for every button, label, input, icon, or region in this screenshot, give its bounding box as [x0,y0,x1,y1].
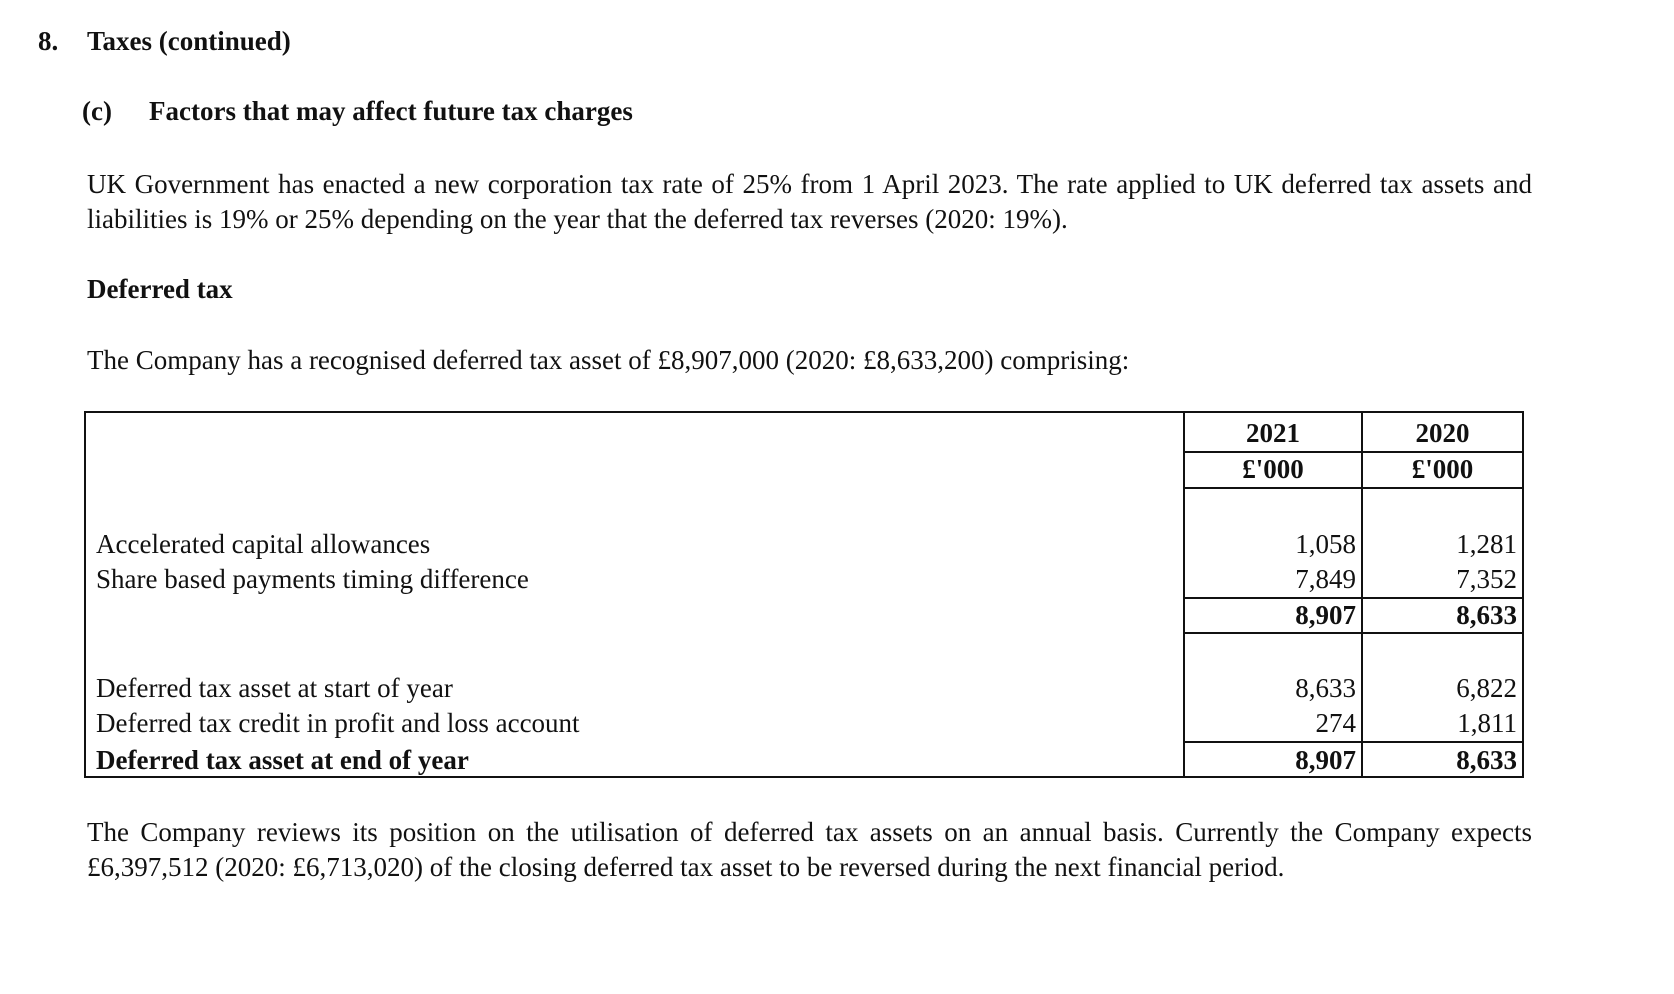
value-2021: 8,633 [1295,673,1356,703]
row-label: Deferred tax credit in profit and loss account [96,708,580,738]
row-label: Deferred tax asset at start of year [96,673,453,703]
section-title: Taxes (continued) [87,26,291,56]
value-2020: 1,281 [1456,529,1517,559]
subtotal-2020: 8,633 [1456,600,1517,630]
deferred-tax-table [84,411,1524,778]
total-2021: 8,907 [1295,745,1356,775]
value-2020: 1,811 [1457,708,1517,738]
subsection-letter: (c) [82,96,112,126]
header-unit-2020: £'000 [1411,454,1474,484]
value-2020: 7,352 [1456,564,1517,594]
value-2021: 1,058 [1295,529,1356,559]
row-label: Accelerated capital allowances [96,529,431,559]
header-unit-2021: £'000 [1242,454,1304,484]
recognised-asset-paragraph: The Company has a recognised deferred tax asset of £8,907,000 (2020: £8,633,200) comprising: [87,345,1130,375]
value-2021: 7,849 [1295,564,1356,594]
header-bottom-border [1183,487,1524,489]
total-2020: 8,633 [1456,745,1517,775]
deferred-tax-heading: Deferred tax [87,274,233,304]
rate-change-paragraph: UK Government has enacted a new corporation tax rate of 25% from 1 April 2023. The rate applied to UK deferred tax assets and liabilities is 19% or 25% depending on the year that the deferred tax reverses (2020: 19%). [87,169,1532,234]
subtotal-2021: 8,907 [1295,600,1356,630]
review-paragraph: The Company reviews its position on the utilisation of deferred tax assets on an annual basis. Currently the Company expects £6,397,512 (2020: £6,713,020) of the closing deferred tax asset to be reversed during the next financial period. [87,817,1532,882]
subsection-heading [82,96,633,127]
value-2020: 6,822 [1456,673,1517,703]
total-row-label: Deferred tax asset at end of year [96,745,469,775]
row-label: Share based payments timing difference [96,564,529,594]
subtotal-bottom-border [1183,632,1524,634]
section-heading [38,26,291,57]
section-number: 8. [38,26,59,56]
header-year-2020: 2020 [1415,418,1470,448]
subsection-title: Factors that may affect future tax charges [149,96,633,126]
value-2021: 274 [1315,708,1356,738]
header-year-2021: 2021 [1246,418,1300,448]
